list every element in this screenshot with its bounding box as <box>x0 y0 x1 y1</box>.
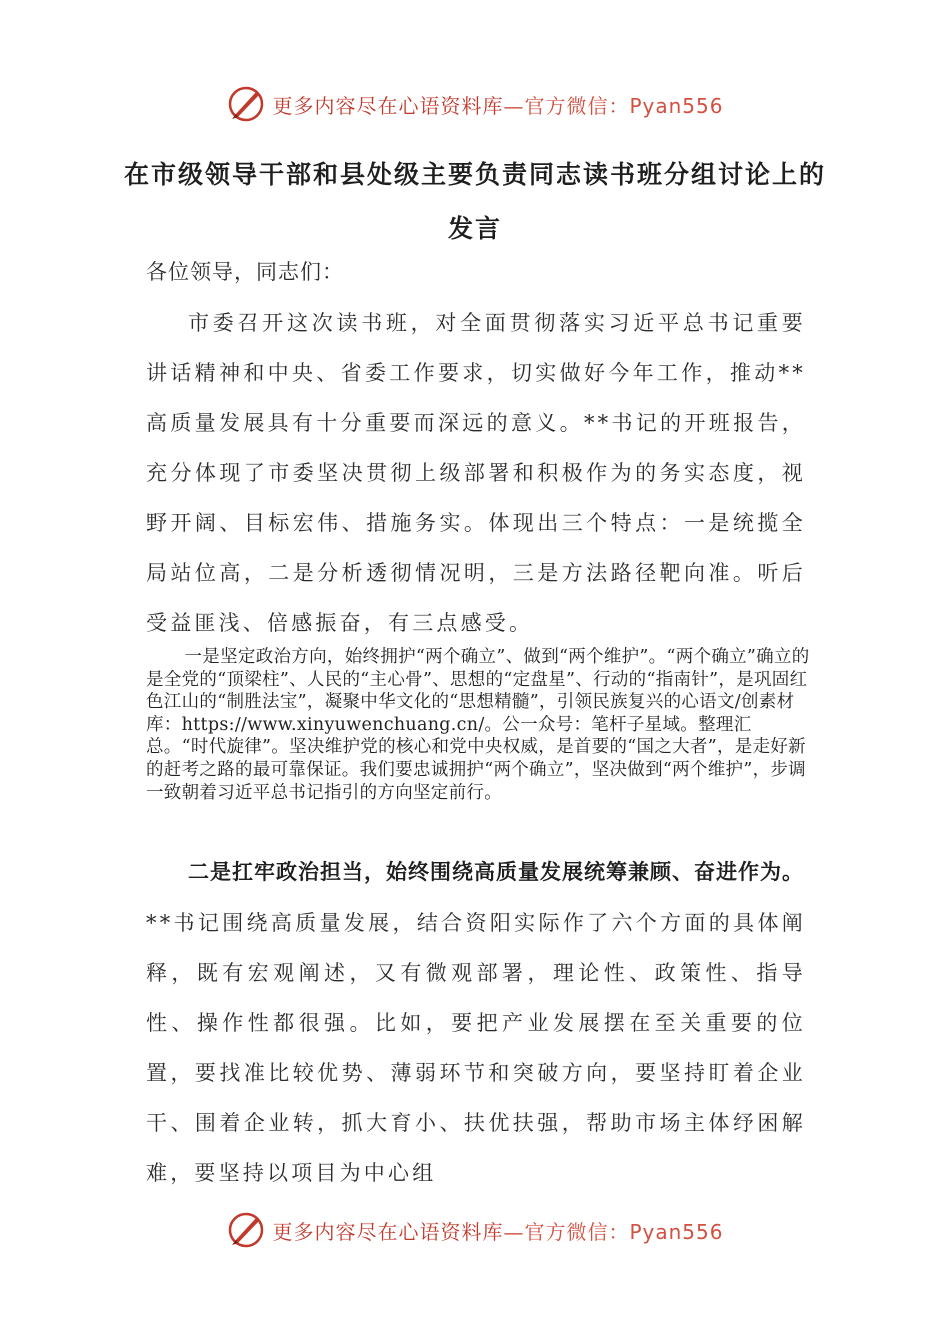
paragraph-intro: 市委召开这次读书班，对全面贯彻落实习近平总书记重要讲话精神和中央、省委工作要求，切实做好今年工作，推动**高质量发展具有十分重要而深远的意义。**书记的开班报告，充分体现了市委坚决贯彻上级部署和积极作为的务实态度，视野开阔、目标宏伟、措施务实。体现出三个特点：一是统揽全局站位高，二是分析透彻情况明，三是方法路径靶向准。听后受益匪浅、倍感振奋，有三点感受。 <box>146 311 806 635</box>
paragraph-point-one: 一是坚定政治方向，始终拥护“两个确立”、做到“两个维护”。“两个确立”确立的是全党的“顶梁柱”、人民的“主心骨”、思想的“定盘星”、行动的“指南针”，是巩固红色江山的“制胜法宝”，凝聚中华文化的“思想精髓”，引领民族复兴的心语文/创素材库：https://www.xinyuwenchuang.cn/。公一众号：笔杆子星域。整理汇总。“时代旋律”。坚决维护党的核心和党中央权威，是首要的“国之大者”，是走好新的赶考之路的最可靠保证。我们要忠诚拥护“两个确立”，坚决做到“两个维护”，步调一致朝着习近平总书记指引的方向坚定前行。 <box>146 647 810 803</box>
quill-pen-logo-icon <box>226 1210 266 1250</box>
footer-banner <box>0 1208 950 1252</box>
document-title: 在市级领导干部和县处级主要负责同志读书班分组讨论上的发言 <box>123 160 826 243</box>
salutation: 各位领导，同志们： <box>146 260 344 284</box>
paragraph-point-two-body: **书记围绕高质量发展，结合资阳实际作了六个方面的具体阐释，既有宏观阐述，又有微观部署，理论性、政策性、指导性、操作性都很强。比如，要把产业发展摆在至关重要的位置，要找准比较优势、薄弱环节和突破方向，要坚持盯着企业干、围着企业转，抓大育小、扶优扶强，帮助市场主体纾困解难，要坚持以项目为中心组 <box>146 911 806 1185</box>
quill-pen-logo-icon <box>226 84 266 124</box>
paragraph-point-two-heading: 二是扛牢政治担当，始终围绕高质量发展统筹兼顾、奋进作为。 <box>188 859 804 884</box>
banner-promo-text: 更多内容尽在心语资料库—官方微信：Pyan556 <box>272 93 724 118</box>
banner-promo-text: 更多内容尽在心语资料库—官方微信：Pyan556 <box>272 1219 724 1244</box>
header-banner <box>0 82 950 126</box>
